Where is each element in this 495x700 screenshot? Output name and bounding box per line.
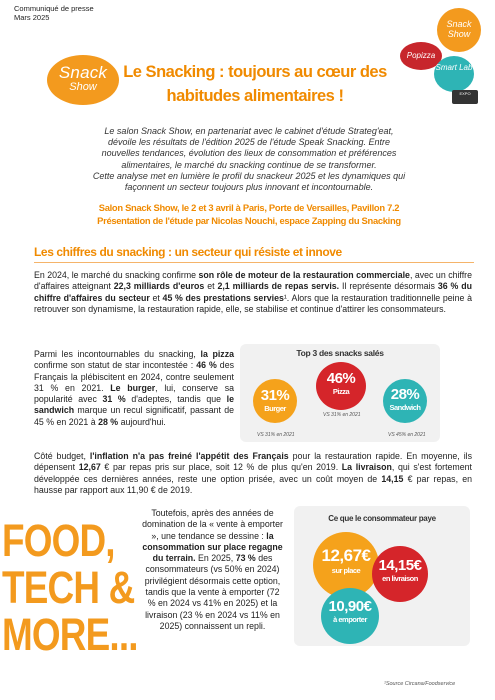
pizza-label: Pizza: [332, 387, 350, 396]
event-line2: Présentation de l'étude par Nicolas Nouchi, espace Zapping du Snacking: [97, 215, 401, 226]
emphasis: 2,1 milliards de repas servis.: [217, 281, 340, 292]
consumer-pays-title: Ce que le consommateur paye: [328, 514, 436, 523]
emphasis: 31 %: [102, 394, 126, 405]
popizza-logo: Popizza: [400, 42, 442, 70]
emphasis: l'inflation n'a pas freiné l'appétit des Français: [89, 451, 289, 461]
title-line1: Le Snacking : toujours au cœur des: [123, 63, 387, 81]
food-tech-more-slogan: [2, 517, 138, 658]
burger-stat: [253, 379, 297, 423]
top-snacks-title: Top 3 des snacks salés: [296, 348, 384, 358]
burger-comparison: VS 31% en 2021: [257, 432, 295, 438]
text: , avec un chiffre d'affaires atteignant: [34, 270, 472, 292]
emporter-label: à emporter: [333, 615, 367, 624]
emphasis: 36 % du chiffre d'affaires du secteur: [34, 281, 473, 303]
logo-line1: Snack: [58, 63, 108, 82]
emphasis: La livraison: [341, 462, 392, 473]
text: d'adeptes, tandis que: [125, 394, 227, 405]
emphasis: Le burger: [110, 382, 156, 393]
intro-paragraph: [40, 126, 458, 193]
emphasis: la consommation sur place regagne du terrain.: [142, 530, 283, 564]
emphasis: 14,15: [381, 473, 404, 484]
source-note: ¹Source Circana/Foodservice: [384, 681, 456, 687]
text: pour la restauration rapide. En moyenne, ils dépensent: [34, 451, 472, 473]
emphasis: la pizza: [200, 349, 234, 359]
emphasis: le sandwich: [34, 394, 235, 416]
press-release-label: Communiqué de presse: [14, 4, 94, 13]
press-release-date: Mars 2025: [14, 13, 50, 22]
event-line1: Salon Snack Show, le 2 et 3 avril à Paris, Porte de Versailles, Pavillon 7.2: [98, 202, 400, 213]
snacks-paragraph: [34, 349, 234, 428]
text: aujourd'hui.: [118, 416, 166, 427]
slogan-word: FOOD,: [2, 515, 115, 566]
text: Il représente désormais: [339, 281, 438, 292]
pizza-comparison: VS 31% en 2021: [323, 412, 361, 418]
intro-line: alimentaires, le marché du snacking continue de se transformer.: [121, 159, 377, 170]
smart-lab-logo: Smart Lab: [434, 56, 474, 92]
text: marque un recul significatif, passant de 45 % en 2021 à: [34, 405, 234, 427]
pizza-pct: 46%: [326, 370, 356, 387]
text: ¹. Alors que la restauration traditionnelle peine à retrouver son dynamisme, la restauration rapide, elle, se stabilise et continue d'attirer les consommateurs.: [34, 292, 472, 314]
text: En 2024, le marché du snacking confirme: [34, 270, 199, 280]
market-paragraph: [34, 270, 472, 315]
intro-line: dévoile les résultats de l'édition 2025 de l'étude Speak Snacking. Entre: [107, 137, 391, 148]
press-release-header: [14, 4, 94, 22]
emphasis: 46 %: [196, 360, 217, 371]
intro-line: Cette analyse met en lumière le profil du snackeur 2025 et les dynamiques qui: [92, 170, 406, 181]
livraison-amount: 14,15€: [378, 557, 422, 574]
sur-place-label: sur place: [331, 566, 361, 575]
livraison-price: [372, 546, 428, 602]
text: et: [149, 292, 163, 303]
sandwich-pct: 28%: [390, 386, 420, 403]
burger-pct: 31%: [260, 387, 290, 404]
text: Toutefois, après des années de domination de la « vente à emporter », une tendance se dessine :: [142, 508, 283, 541]
text: Parmi les incontournables du snacking,: [34, 349, 201, 359]
consumption-paragraph: [142, 508, 283, 632]
emphasis: 28 %: [98, 416, 119, 427]
emphasis: 22,3 milliards d'euros: [113, 281, 205, 292]
intro-line: Le salon Snack Show, en partenariat avec le cabinet d'étude Strateg'eat,: [104, 126, 394, 136]
intro-line: nouvelles tendances, évolution des lieux de consommation et préférences: [101, 148, 397, 159]
section-title: Les chiffres du snacking : un secteur qui résiste et innove: [34, 244, 474, 263]
pizza-stat: [316, 362, 366, 410]
text: En 2025,: [195, 553, 236, 564]
slogan-word: MORE...: [2, 609, 138, 660]
snack-show-partner-logo: Snack Show: [437, 8, 481, 52]
slogan-word: TECH &: [2, 562, 135, 613]
text: et: [204, 281, 218, 292]
burger-label: Burger: [264, 404, 286, 413]
event-info: [40, 201, 458, 227]
emphasis: 12,67: [78, 462, 101, 473]
livraison-label: en livraison: [382, 574, 418, 583]
text: des consommateurs (vs 50% en 2024) privilégient désormais cette option, tandis que la vente à emporter (72 % en 2024 vs 41% en 2025) et la livraison (23 % en 2024 vs 11% en 2025) connaissent un repli.: [144, 553, 281, 631]
text: , lui, conserve sa popularité avec: [34, 382, 234, 405]
snack-show-logo: [47, 55, 119, 105]
emporter-amount: 10,90€: [328, 598, 372, 615]
sur-place-amount: 12,67€: [321, 546, 371, 565]
text: , qui s'est fortement développée ces dernières années, reste une option prisée, avec un coût moyen de: [34, 462, 472, 484]
text: Côté budget,: [34, 451, 90, 461]
expo-logo: EXPO: [452, 90, 478, 104]
emporter-price: [321, 588, 379, 644]
sandwich-comparison: VS 45% en 2021: [388, 432, 426, 438]
emphasis: 73 %: [235, 553, 256, 564]
sandwich-label: Sandwich: [389, 403, 421, 412]
emphasis: son rôle de moteur de la restauration commerciale: [198, 270, 410, 280]
emphasis: 45 % des prestations servies: [162, 292, 284, 303]
page-title: [122, 60, 388, 108]
logo-line2: Show: [69, 81, 97, 93]
text: confirme son statut de star incontestée :: [34, 360, 197, 371]
intro-line: façonnent un secteur toujours plus innovant et incontournable.: [124, 182, 374, 193]
title-line2: habitudes alimentaires !: [166, 87, 344, 105]
budget-paragraph: [34, 451, 472, 496]
text: des Français la plébiscitent en 2024, contre seulement 31 % en 2021.: [34, 360, 234, 393]
text: € par repas, en hausse par rapport aux 11,90 € de 2019.: [34, 473, 472, 495]
sandwich-stat: [383, 379, 427, 423]
text: € par repas pris sur place, soit 12 % de plus qu'en 2019.: [100, 462, 342, 473]
